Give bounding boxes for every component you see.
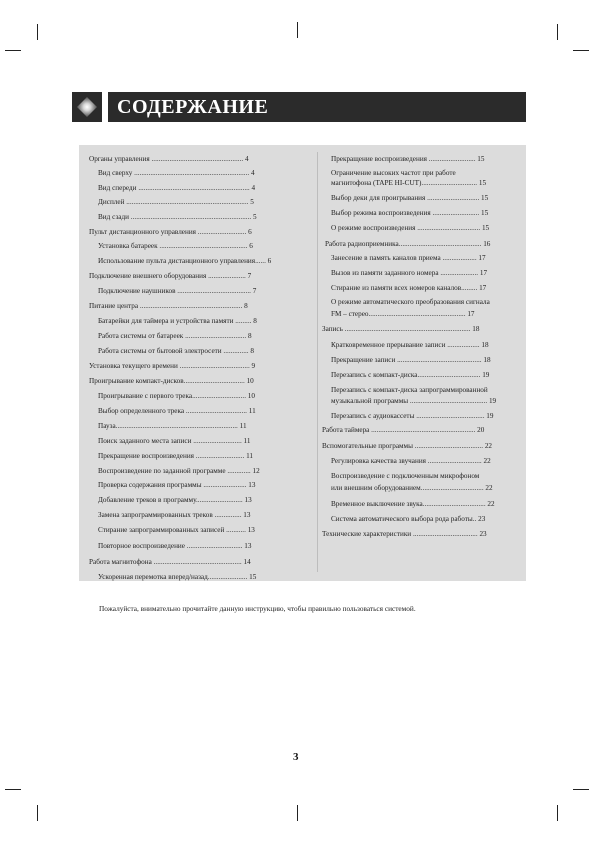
toc-entry-title: Перезапись с компакт-диска запрограммированной bbox=[331, 386, 488, 394]
toc-entry-page: 15 bbox=[247, 573, 257, 581]
toc-entry-title: Временное выключение звука bbox=[331, 500, 423, 508]
toc-entry bbox=[331, 224, 511, 233]
toc-entry bbox=[331, 310, 511, 319]
toc-entry-title: Стирание из памяти всех номеров каналов bbox=[331, 284, 462, 292]
toc-entry bbox=[98, 392, 278, 401]
toc-entry-leader: ......................................... bbox=[175, 287, 251, 295]
toc-entry-title: Работа системы от батареек bbox=[98, 332, 184, 340]
section-header bbox=[72, 92, 526, 122]
toc-entry-title: Стирание запрограммированных записей bbox=[98, 526, 225, 534]
toc-entry bbox=[89, 155, 278, 164]
toc-entry-title: Перезапись с аудиокассеты bbox=[331, 412, 415, 420]
toc-entry bbox=[331, 341, 511, 350]
title-bar bbox=[108, 92, 526, 122]
toc-entry-leader: ....................................... bbox=[177, 362, 250, 370]
toc-entry bbox=[331, 169, 511, 178]
toc-entry-title: Вид спереди bbox=[98, 184, 137, 192]
toc-entry bbox=[331, 356, 511, 365]
toc-entry-leader: ......................................................... bbox=[138, 302, 243, 310]
toc-entry-title: Прекращение воспроизведения bbox=[98, 452, 194, 460]
toc-entry-leader: .. bbox=[472, 515, 477, 523]
toc-entry bbox=[322, 325, 511, 334]
toc-entry-page: 17 bbox=[476, 254, 486, 262]
toc-entry bbox=[98, 511, 278, 520]
toc-entry-page: 8 bbox=[246, 332, 252, 340]
toc-entry-title: Запись bbox=[322, 325, 343, 333]
toc-entry-page: 12 bbox=[250, 467, 260, 475]
toc-entry-page: 15 bbox=[479, 209, 489, 217]
toc-entry bbox=[89, 228, 278, 237]
toc-entry-page: 22 bbox=[485, 500, 495, 508]
toc-entry-leader: .................................. bbox=[183, 332, 247, 340]
crop-mark bbox=[573, 789, 589, 790]
toc-entry-leader: ...................................... bbox=[414, 412, 485, 420]
toc-entry-title: Проигрывание с первого трека bbox=[98, 392, 193, 400]
toc-entry-page: 4 bbox=[249, 169, 255, 177]
toc-entry-page: 6 bbox=[247, 242, 253, 250]
toc-entry-title: Установка батареек bbox=[98, 242, 158, 250]
toc-entry-leader: ..................... bbox=[438, 269, 479, 277]
toc-entry-title: Система автоматического выбора рода работы bbox=[331, 515, 473, 523]
toc-entry-title: Подключение наушников bbox=[98, 287, 176, 295]
crop-mark bbox=[557, 805, 558, 821]
toc-entry-title: Воспроизведение по заданной программе bbox=[98, 467, 226, 475]
toc-entry bbox=[98, 481, 278, 490]
toc-entry bbox=[98, 347, 278, 356]
toc-entry-title: Установка текущего времени bbox=[89, 362, 178, 370]
toc-entry-page: 22 bbox=[481, 457, 491, 465]
toc-entry-leader: .................................................................... bbox=[124, 198, 249, 206]
toc-entry-page: 23 bbox=[476, 515, 486, 523]
toc-entry-leader: ................................................................ bbox=[132, 169, 250, 177]
toc-entry-title: Добавление треков в программу bbox=[98, 496, 196, 504]
toc-entry-page: 17 bbox=[478, 269, 488, 277]
crop-mark bbox=[5, 50, 21, 51]
toc-entry bbox=[98, 422, 278, 431]
crop-mark bbox=[557, 24, 558, 40]
toc-entry-leader: .......................................................... bbox=[369, 426, 476, 434]
toc-entry-leader: ................................... bbox=[422, 500, 486, 508]
toc-entry-leader: ................................................. bbox=[151, 558, 242, 566]
toc-entry-title: Питание центра bbox=[89, 302, 139, 310]
toc-entry-page: 8 bbox=[248, 347, 254, 355]
toc-entry-leader: ............. bbox=[225, 467, 251, 475]
toc-entry-page: 19 bbox=[480, 371, 490, 379]
toc-entry-title: Батарейки для таймера и устройства памяти bbox=[98, 317, 234, 325]
toc-entry-leader: ............................................... bbox=[395, 356, 482, 364]
toc-entry-page: 13 bbox=[242, 496, 252, 504]
toc-entry bbox=[331, 155, 511, 164]
toc-entry bbox=[98, 467, 278, 476]
toc-entry bbox=[98, 437, 278, 446]
toc-entry-page: 6 bbox=[265, 257, 272, 265]
toc-entry-page: 19 bbox=[487, 397, 497, 405]
toc-entry-leader: .............................. bbox=[425, 457, 482, 465]
toc-entry bbox=[322, 426, 511, 435]
toc-entry-title: музыкальной программы bbox=[331, 397, 409, 405]
toc-entry-leader: ...................................................................... bbox=[342, 325, 471, 333]
toc-entry bbox=[98, 332, 278, 341]
toc-entry-leader: ................................... bbox=[420, 484, 484, 492]
toc-entry-page: 11 bbox=[241, 437, 251, 445]
toc-entry-leader: .................. bbox=[445, 341, 480, 349]
toc-entry-title: Технические характеристики bbox=[322, 530, 412, 538]
toc-entry bbox=[98, 257, 278, 266]
toc-entry-leader: .......................... bbox=[426, 155, 476, 163]
toc-entry-page: 15 bbox=[477, 179, 487, 187]
toc-entry bbox=[331, 269, 511, 278]
toc-entry-title: Выбор режима воспроизведения bbox=[331, 209, 431, 217]
crop-mark bbox=[5, 789, 21, 790]
toc-entry-page: 18 bbox=[470, 325, 480, 333]
toc-entry-title: магнитофона (TAPE HI-CUT) bbox=[331, 179, 422, 187]
toc-entry-leader: ............................... bbox=[184, 542, 243, 550]
toc-entry bbox=[331, 500, 511, 509]
page-title: СОДЕРЖАНИЕ bbox=[117, 96, 269, 118]
toc-entry-title: Вспомогательные программы bbox=[322, 442, 413, 450]
crop-mark bbox=[37, 805, 38, 821]
toc-entry-page: 4 bbox=[249, 184, 256, 192]
toc-entry-leader: ........................... bbox=[191, 437, 242, 445]
toc-entry-leader: ........................... bbox=[193, 452, 245, 460]
toc-entry-page: 23 bbox=[477, 530, 487, 538]
toc-entry bbox=[325, 240, 511, 249]
toc-entry-title: Подключение внешнего оборудования bbox=[89, 272, 207, 280]
toc-entry bbox=[89, 302, 278, 311]
toc-entry-title: Проигрывание компакт-дисков bbox=[89, 377, 184, 385]
toc-entry-leader: ................... bbox=[440, 254, 477, 262]
toc-entry-leader: ................................................... bbox=[149, 155, 244, 163]
toc-entry bbox=[89, 272, 278, 281]
toc-entry-leader: .............. bbox=[221, 347, 249, 355]
toc-entry-title: Выбор деки для проигрывания bbox=[331, 194, 426, 202]
toc-entry-page: 22 bbox=[483, 484, 493, 492]
toc-entry-page: 10 bbox=[244, 377, 254, 385]
toc-entry-page: 14 bbox=[241, 558, 251, 566]
crop-mark bbox=[297, 805, 298, 821]
toc-entry bbox=[98, 452, 278, 461]
toc-entry bbox=[89, 362, 278, 371]
toc-entry-title: О режиме автоматического преобразования сигнала bbox=[331, 298, 490, 306]
toc-entry-title: Кратковременное прерывание записи bbox=[331, 341, 446, 349]
toc-entry bbox=[98, 184, 278, 193]
toc-entry-page: 11 bbox=[246, 407, 256, 415]
toc-entry-page: 15 bbox=[475, 155, 485, 163]
toc-entry-page: 13 bbox=[241, 511, 251, 519]
crop-mark bbox=[37, 24, 38, 40]
toc-entry-title: Прекращение записи bbox=[331, 356, 396, 364]
toc-entry-leader: ...................... bbox=[207, 573, 248, 581]
toc-entry bbox=[331, 194, 511, 203]
page-number: 3 bbox=[293, 751, 299, 763]
toc-entry bbox=[98, 496, 278, 505]
crop-mark bbox=[297, 22, 298, 38]
toc-entry-title: Вызов из памяти заданного номера bbox=[331, 269, 439, 277]
toc-entry-title: Пауза bbox=[98, 422, 116, 430]
toc-entry-leader: .......................... bbox=[430, 209, 480, 217]
toc-entry-title: Прекращение воспроизведения bbox=[331, 155, 427, 163]
toc-entry-leader: ........................ bbox=[201, 481, 247, 489]
column-divider bbox=[317, 152, 318, 572]
toc-entry bbox=[331, 457, 511, 466]
toc-entry-leader: ...................................... bbox=[412, 442, 484, 450]
toc-entry-title: Работа системы от бытовой электросети bbox=[98, 347, 222, 355]
toc-entry-leader: ........................................... bbox=[408, 397, 488, 405]
toc-entry-leader: ................................................. bbox=[157, 242, 248, 250]
toc-entry-page: 16 bbox=[481, 240, 491, 248]
toc-entry-title: Работа таймера bbox=[322, 426, 370, 434]
toc-entry-leader: ............................. bbox=[425, 194, 480, 202]
toc-entry-title: Воспроизведение с подключенным микрофоном bbox=[331, 472, 480, 480]
toc-entry-leader: ............................... bbox=[421, 179, 478, 187]
toc-entry bbox=[98, 242, 278, 251]
toc-entry bbox=[331, 209, 511, 218]
toc-entry-page: 5 bbox=[251, 213, 257, 221]
toc-entry-page: 13 bbox=[245, 526, 255, 534]
toc-entry-title: Выбор определенного трека bbox=[98, 407, 185, 415]
toc-entry-title: Вид сверху bbox=[98, 169, 133, 177]
instruction-note: Пожалуйста, внимательно прочитайте данную инструкцию, чтобы правильно пользоваться системой. bbox=[99, 604, 416, 613]
toc-entry-page: 13 bbox=[242, 542, 252, 550]
toc-entry-page: 7 bbox=[245, 272, 252, 280]
toc-entry bbox=[98, 526, 278, 535]
toc-entry-page: 15 bbox=[479, 194, 489, 202]
toc-entry-title: Использование пульта дистанционного управления bbox=[98, 257, 256, 265]
toc-entry-title: Ускоренная перемотка вперед/назад bbox=[98, 573, 208, 581]
toc-entry-title: Работа магнитофона bbox=[89, 558, 152, 566]
toc-entry-page: 8 bbox=[251, 317, 257, 325]
toc-entry-page: 11 bbox=[237, 422, 247, 430]
toc-entry-page: 6 bbox=[246, 228, 252, 236]
toc-entry bbox=[331, 472, 511, 481]
toc-entry-title: Дисплей bbox=[98, 198, 125, 206]
toc-entry-page: 4 bbox=[243, 155, 249, 163]
crop-mark bbox=[573, 50, 589, 51]
toc-entry-page: 5 bbox=[248, 198, 254, 206]
toc-entry bbox=[98, 213, 278, 222]
toc-entry bbox=[98, 573, 278, 582]
toc-entry-page: 13 bbox=[246, 481, 256, 489]
toc-entry bbox=[331, 284, 511, 293]
toc-entry-page: 11 bbox=[244, 452, 254, 460]
toc-entry-title: О режиме воспроизведения bbox=[331, 224, 416, 232]
toc-entry-page: 20 bbox=[475, 426, 485, 434]
toc-entry-page: 15 bbox=[480, 224, 490, 232]
toc-entry-title: FM – стерео bbox=[331, 310, 369, 318]
toc-entry-leader: .................................. bbox=[183, 377, 245, 385]
toc-entry-leader: .............................. bbox=[192, 392, 246, 400]
toc-entry-title: Органы управления bbox=[89, 155, 150, 163]
toc-entry-page: 18 bbox=[479, 341, 489, 349]
toc-entry-title: Занесение в память каналов приема bbox=[331, 254, 441, 262]
toc-entry-title: Повторное воспроизведение bbox=[98, 542, 185, 550]
toc-entry bbox=[98, 317, 278, 326]
toc-entry bbox=[331, 397, 511, 406]
toc-entry-leader: ............... bbox=[212, 511, 242, 519]
toc-entry-title: Перезапись с компакт-диска bbox=[331, 371, 418, 379]
toc-entry bbox=[98, 198, 278, 207]
toc-entry-leader: ......... bbox=[233, 317, 252, 325]
toc-entry-page: 7 bbox=[250, 287, 257, 295]
toc-entry-page: 9 bbox=[249, 362, 256, 370]
toc-entry bbox=[98, 542, 278, 551]
toc-entry-leader: .............................................................. bbox=[136, 184, 250, 192]
toc-entry-title: Работа радиоприемника bbox=[325, 240, 399, 248]
toc-entry-page: 18 bbox=[481, 356, 491, 364]
toc-entry-leader: ...................................................... bbox=[368, 310, 466, 318]
toc-entry-page: 19 bbox=[484, 412, 494, 420]
toc-entry-leader: .................................... bbox=[411, 530, 478, 538]
toc-entry bbox=[331, 484, 511, 493]
toc-entry-page: 17 bbox=[465, 310, 475, 318]
toc-entry bbox=[331, 412, 511, 421]
toc-entry-leader: .............................................. bbox=[398, 240, 482, 248]
toc-entry-title: Ограничение высоких частот при работе bbox=[331, 169, 456, 177]
toc-entry bbox=[98, 407, 278, 416]
toc-entry-title: Пульт дистанционного управления bbox=[89, 228, 196, 236]
toc-entry-leader: ..................... bbox=[206, 272, 246, 280]
toc-entry-leader: .................................. bbox=[184, 407, 247, 415]
toc-entry-page: 22 bbox=[483, 442, 492, 450]
toc-entry bbox=[98, 287, 278, 296]
toc-entry-title: Проверка содержания программы bbox=[98, 481, 202, 489]
diamond-icon bbox=[72, 92, 102, 122]
toc-entry bbox=[322, 530, 511, 539]
toc-entry-page: 10 bbox=[245, 392, 255, 400]
toc-entry-leader: ................................................................... bbox=[129, 213, 252, 221]
toc-entry-leader: .......................... bbox=[195, 496, 243, 504]
toc-entry-title: или внешним оборудованием bbox=[331, 484, 421, 492]
toc-entry-page: 17 bbox=[477, 284, 487, 292]
toc-entry-title: Вид сзади bbox=[98, 213, 129, 221]
toc-entry bbox=[331, 386, 511, 395]
toc-entry-leader: ........... bbox=[224, 526, 246, 534]
toc-entry bbox=[89, 377, 278, 386]
toc-entry bbox=[331, 179, 511, 188]
toc-entry bbox=[331, 515, 511, 524]
toc-entry bbox=[322, 442, 511, 451]
toc-entry-leader: ................................... bbox=[415, 224, 481, 232]
toc-entry bbox=[98, 169, 278, 178]
toc-entry-page: 8 bbox=[242, 302, 248, 310]
toc-entry-title: Поиск заданного места записи bbox=[98, 437, 192, 445]
toc-entry-leader: ........................... bbox=[196, 228, 247, 236]
toc-entry bbox=[89, 558, 278, 567]
toc-entry-leader: ......... bbox=[461, 284, 478, 292]
toc-entry bbox=[331, 298, 511, 307]
toc-entry-title: Регулировка качества звучания bbox=[331, 457, 426, 465]
toc-entry-leader: ...... bbox=[255, 257, 266, 265]
toc-entry bbox=[331, 371, 511, 380]
toc-entry-leader: ................................... bbox=[417, 371, 481, 379]
toc-entry bbox=[331, 254, 511, 263]
toc-entry-leader: .................................................................... bbox=[115, 422, 238, 430]
toc-entry-title: Замена запрограммированных треков bbox=[98, 511, 213, 519]
